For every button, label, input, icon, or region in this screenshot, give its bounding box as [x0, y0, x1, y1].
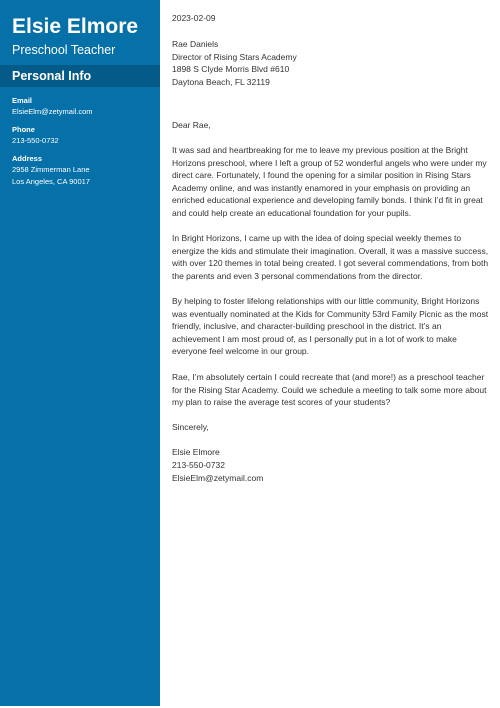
paragraph-4: Rae, I’m absolutely certain I could recreate that (and more!) as a preschool teacher for the Rising Star Academy. Could we schedule a meeting to talk some more about my plan to raise the average test scores of your students? — [172, 372, 487, 407]
signature-name: Elsie Elmore — [172, 447, 220, 457]
signature-phone: 213-550-0732 — [172, 460, 225, 470]
closing: Sincerely, — [172, 422, 209, 432]
sidebar — [0, 0, 160, 706]
paragraph-2: In Bright Horizons, I came up with the idea of doing special weekly themes to energize the kids and stimulate their imagination. Overall, it was a massive success, with over 120 themes in total being created. I got several commendations, from both the parents and even 3 personal commendations from the director. — [172, 233, 489, 281]
address-label: Address — [12, 154, 43, 163]
phone-label: Phone — [12, 125, 35, 134]
address-line-1: 2958 Zimmerman Lane — [12, 165, 90, 174]
applicant-job-title: Preschool Teacher — [12, 43, 116, 57]
recipient-title: Director of Rising Stars Academy — [172, 51, 297, 62]
signature-email: ElsieElm@zetymail.com — [172, 472, 264, 483]
address-line-2: Los Angeles, CA 90017 — [12, 177, 90, 186]
paragraph-3: By helping to foster lifelong relationships with our little community, Bright Horizons was eventually nominated at the Kids for Community 53rd Family Picnic as the most friendly, inclusive, and character-building preschool in the district. It’s an achievement I am most proud of, as I personally put in a lot of work to make everyone feel welcome in our group. — [172, 296, 489, 356]
paragraph-1: It was sad and heartbreaking for me to leave my previous position at the Bright Horizons preschool, where I left a group of 52 wonderful angels who were under my direct care. Fortunately, I found the opening for a similar position in Rising Stars Academy online, and was instantly enamored in your emphasis on providing an enriched educational experience and developing family bonds. I think I’d fit in great and could help create an educational foundation for your pupils. — [172, 145, 487, 218]
applicant-name: Elsie Elmore — [12, 15, 139, 38]
recipient-street: 1898 S Clyde Morris Blvd #610 — [172, 64, 290, 74]
personal-info-title: Personal Info — [12, 69, 92, 83]
phone-value: 213-550-0732 — [12, 136, 59, 145]
recipient-city: Daytona Beach, FL 32119 — [172, 76, 270, 87]
personal-info-header — [0, 65, 160, 87]
email-label: Email — [12, 96, 33, 105]
salutation: Dear Rae, — [172, 120, 211, 130]
recipient-name: Rae Daniels — [172, 39, 219, 49]
email-value: ElsieElm@zetymail.com — [12, 107, 93, 116]
letter-date: 2023-02-09 — [172, 13, 216, 23]
